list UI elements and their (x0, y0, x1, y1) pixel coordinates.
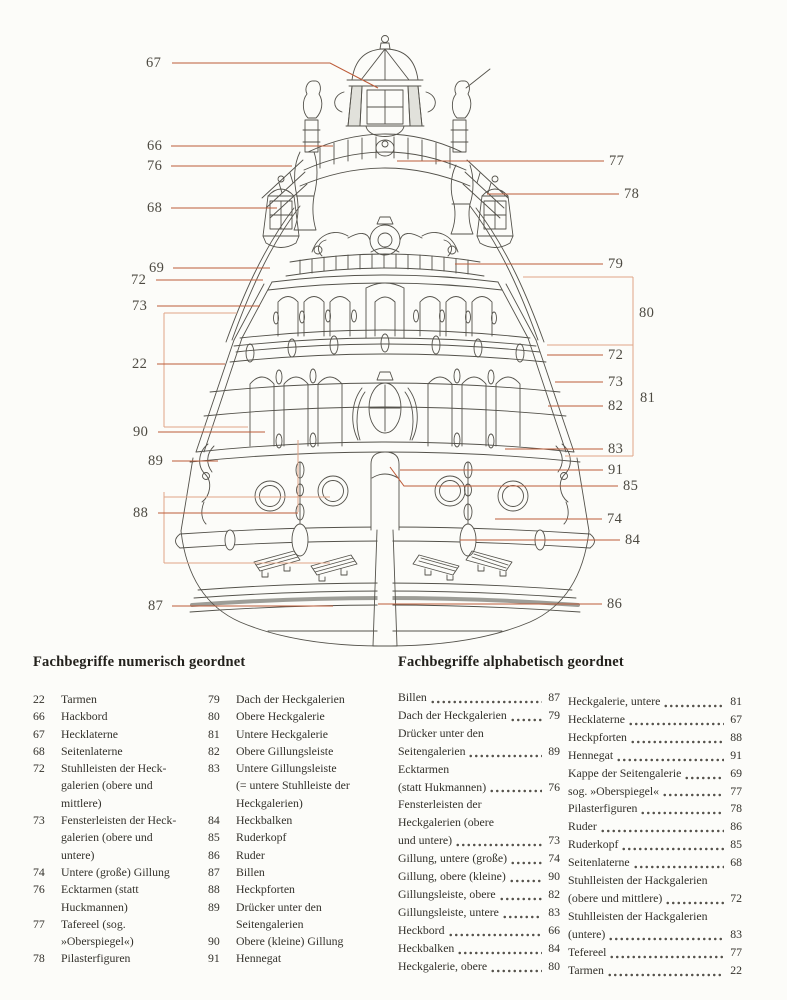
entry-term: Stuhlleisten der Heck- galerien (obere und mittlere) (61, 761, 167, 810)
dot-leader (448, 932, 542, 940)
entry-term: Billen (398, 690, 427, 704)
entry-term: Dach der Heckgalerien (236, 692, 345, 706)
entry-term: Obere Gillungsleiste (236, 743, 334, 758)
callout-73-right: 73 (608, 373, 624, 390)
alpha-entry-22 (568, 962, 742, 980)
alpha-entry-90 (398, 868, 560, 886)
entry-term: Ruderkopf (568, 837, 619, 852)
numeric-list-heading: Fachbegriffe numerisch geordnet (33, 654, 246, 670)
entry-number: 86 (208, 847, 220, 862)
entry-term: Dach der Heckgalerien (398, 707, 507, 722)
entry-term-line: Fensterleisten der (398, 797, 482, 812)
entry-number: 84 (548, 940, 560, 955)
alpha-entry-77 (568, 944, 742, 962)
dot-leader (457, 950, 542, 958)
entry-term: Obere Heckgalerie (236, 709, 325, 724)
alpha-entry-66 (398, 922, 560, 940)
dot-leader (665, 900, 724, 908)
entry-number: 85 (730, 837, 742, 852)
alpha-entry-87 (398, 689, 560, 707)
dot-leader (633, 864, 724, 872)
entry-term: Kappe der Seitengalerie (568, 765, 682, 780)
callout-88-left: 88 (133, 504, 149, 521)
entry-term: Heckbord (398, 922, 445, 937)
entry-term: Fensterleisten der Heck- galerien (obere und untere) (61, 813, 177, 862)
entry-number: 85 (208, 830, 220, 845)
crest-scrollwork (312, 217, 458, 256)
callout-69-left: 69 (149, 259, 165, 276)
alpha-entry-68 (568, 854, 742, 872)
callout-82-right: 82 (608, 397, 624, 414)
numeric-entry-84 (208, 812, 400, 829)
alpha-entry-79 (398, 707, 560, 725)
entry-term: Heckgalerie, untere (568, 694, 661, 708)
entry-number: 67 (730, 711, 742, 726)
entry-number: 86 (730, 819, 742, 834)
dot-leader (510, 860, 542, 868)
taffrail (300, 69, 490, 186)
alpha-entry-69 (568, 765, 742, 783)
rudder (371, 452, 399, 646)
alpha-list-col2 (568, 693, 742, 980)
entry-number: 83 (208, 761, 220, 776)
entry-number: 77 (730, 944, 742, 959)
entry-term: Billen (236, 864, 265, 879)
alpha-entry-88 (568, 729, 742, 747)
entry-number: 82 (548, 886, 560, 901)
dot-leader (628, 721, 724, 729)
callout-67-left: 67 (146, 54, 162, 71)
callout-80-right: 80 (639, 304, 655, 321)
entry-term: Heckpforten (236, 882, 295, 897)
entry-number: 80 (208, 709, 220, 724)
entry-number: 22 (730, 962, 742, 977)
entry-number: 89 (208, 899, 220, 914)
entry-number: 73 (33, 813, 45, 828)
lower-gallery (196, 338, 574, 452)
entry-number: 91 (208, 951, 220, 966)
entry-term: Hecklaterne (568, 711, 625, 726)
numeric-entry-83 (208, 760, 400, 812)
entry-term: Obere (kleine) Gillung (236, 934, 344, 949)
alpha-entry-72 (568, 872, 742, 908)
callout-78-right: 78 (624, 185, 640, 202)
entry-number: 69 (730, 765, 742, 780)
entry-number: 72 (730, 890, 742, 905)
entry-term: Gillung, obere (kleine) (398, 869, 506, 884)
callout-72-right: 72 (608, 346, 624, 363)
side-lanterns (263, 176, 513, 248)
callout-86-right: 86 (607, 595, 623, 612)
numeric-entry-76 (33, 881, 205, 916)
numeric-entry-67 (33, 726, 205, 743)
entry-term: Seitengalerien (398, 743, 466, 758)
alpha-entry-73 (398, 796, 560, 850)
entry-number: 89 (548, 743, 560, 758)
dot-leader (621, 846, 724, 854)
numeric-entry-80 (208, 708, 400, 725)
entry-number: 80 (548, 958, 560, 973)
dot-leader (502, 914, 542, 922)
alpha-entry-83 (568, 908, 742, 944)
entry-term: Tarmen (568, 962, 604, 977)
entry-number: 88 (730, 729, 742, 744)
entry-term-line: Drücker unter den (398, 725, 484, 740)
dot-leader (489, 788, 542, 796)
entry-term-line: Ecktarmen (398, 761, 450, 776)
alpha-entry-67 (568, 711, 742, 729)
alpha-entry-83 (398, 904, 560, 922)
entry-number: 66 (33, 709, 45, 724)
dot-leader (684, 775, 724, 783)
entry-term: Gillungsleiste, obere (398, 886, 496, 901)
entry-number: 87 (208, 864, 220, 879)
alpha-entry-82 (398, 886, 560, 904)
entry-number: 90 (548, 869, 560, 884)
callout-68-left: 68 (147, 199, 163, 216)
entry-term: Seitenlaterne (568, 855, 630, 870)
ship-engraving (176, 36, 595, 647)
alpha-entry-85 (568, 836, 742, 854)
numeric-entry-68 (33, 743, 205, 760)
callout-77-right: 77 (609, 152, 625, 169)
alpha-entry-77 (568, 783, 742, 801)
dot-leader (510, 717, 542, 725)
entry-term: (untere) (568, 926, 606, 941)
callout-85-right: 85 (623, 477, 639, 494)
entry-term: Tefereel (568, 944, 607, 959)
numeric-entry-86 (208, 847, 400, 864)
wing-rails-and-herms (262, 152, 508, 234)
callout-81-right: 81 (640, 389, 656, 406)
entry-term: Hackbord (61, 709, 108, 724)
entry-number: 73 (548, 833, 560, 848)
numeric-entry-77 (33, 916, 205, 951)
dot-leader (663, 703, 724, 711)
numeric-entry-81 (208, 726, 400, 743)
dot-leader (455, 842, 542, 850)
entry-number: 76 (548, 779, 560, 794)
numeric-list-col1 (33, 691, 205, 968)
entry-number: 66 (548, 922, 560, 937)
entry-number: 81 (730, 694, 742, 708)
callout-79-right: 79 (608, 255, 624, 272)
dot-leader (509, 878, 542, 886)
dot-leader (607, 972, 724, 980)
entry-number: 88 (208, 882, 220, 897)
callout-22-left: 22 (132, 355, 148, 372)
numeric-entry-72 (33, 760, 205, 812)
callout-89-left: 89 (148, 452, 164, 469)
numeric-entry-91 (208, 950, 400, 967)
numeric-list-col2 (208, 691, 400, 968)
entry-term: (statt Hukmannen) (398, 779, 487, 794)
entry-number: 68 (33, 743, 45, 758)
entry-term-line: Stuhlleisten der Hackgalerien (568, 873, 708, 888)
numeric-entry-66 (33, 708, 205, 725)
callout-83-right: 83 (608, 440, 624, 457)
entry-term-line: Heckgalerien (obere (398, 815, 494, 830)
dot-leader (609, 954, 724, 962)
callout-72-left: 72 (131, 271, 147, 288)
entry-number: 78 (33, 951, 45, 966)
entry-number: 87 (548, 690, 560, 704)
entry-term: Heckgalerie, obere (398, 958, 488, 973)
numeric-entry-22 (33, 691, 205, 708)
entry-term: Ruder (568, 819, 597, 834)
entry-number: 77 (33, 916, 45, 931)
alpha-entry-89 (398, 725, 560, 761)
entry-term: Untere (große) Gillung (61, 864, 170, 879)
callout-73-left: 73 (132, 297, 148, 314)
entry-number: 90 (208, 934, 220, 949)
entry-term: Gillung, untere (große) (398, 851, 508, 866)
entry-number: 76 (33, 882, 45, 897)
entry-term: Ruder (236, 847, 265, 862)
dot-leader (616, 757, 724, 765)
entry-number: 74 (548, 851, 560, 866)
callout-66-left: 66 (147, 137, 163, 154)
entry-term: Pilasterfiguren (61, 951, 131, 966)
entry-number: 78 (730, 801, 742, 816)
numeric-entry-73 (33, 812, 205, 864)
numeric-entry-74 (33, 864, 205, 881)
entry-number: 84 (208, 813, 220, 828)
alpha-entry-78 (568, 800, 742, 818)
entry-number: 77 (730, 783, 742, 798)
entry-term: Gillungsleiste, untere (398, 904, 499, 919)
entry-number: 91 (730, 747, 742, 762)
entry-term: sog. »Oberspiegel« (568, 783, 660, 798)
entry-term: und untere) (398, 833, 453, 848)
dot-leader (640, 810, 724, 818)
dot-leader (630, 739, 724, 747)
entry-term-line: Stuhlleisten der Hackgalerien (568, 908, 708, 923)
entry-number: 81 (208, 726, 220, 741)
alpha-entry-84 (398, 940, 560, 958)
numeric-entry-82 (208, 743, 400, 760)
dot-leader (430, 699, 542, 707)
entry-number: 83 (730, 926, 742, 941)
numeric-entry-87 (208, 864, 400, 881)
entry-term: Hennegat (568, 747, 614, 762)
entry-term: Heckbalken (398, 940, 455, 955)
entry-term: (obere und mittlere) (568, 890, 663, 905)
dot-leader (490, 968, 542, 976)
dot-leader (468, 753, 542, 761)
callout-84-right: 84 (625, 531, 641, 548)
entry-term: Seitenlaterne (61, 743, 123, 758)
entry-term: Heckbalken (236, 813, 293, 828)
entry-term: Ecktarmen (statt Huckmannen) (61, 882, 139, 914)
entry-term: Heckpforten (568, 729, 627, 744)
numeric-entry-78 (33, 950, 205, 967)
entry-term: Tarmen (61, 692, 97, 706)
dot-leader (608, 936, 724, 944)
entry-term: Untere Heckgalerie (236, 726, 329, 741)
balustrade (286, 248, 484, 276)
entry-term: Ruderkopf (236, 830, 287, 845)
numeric-entry-79 (208, 691, 400, 708)
callout-87-left: 87 (148, 597, 164, 614)
entry-number: 74 (33, 864, 45, 879)
alpha-entry-86 (568, 818, 742, 836)
entry-term: Untere Gillungsleiste (= untere Stuhlleiste der Heckgalerien) (236, 761, 350, 810)
dot-leader (662, 792, 724, 800)
alpha-entry-76 (398, 761, 560, 797)
alpha-entry-81 (568, 693, 742, 711)
upper-gallery (234, 275, 536, 346)
alpha-entry-80 (398, 958, 560, 976)
callout-74-right: 74 (607, 510, 623, 527)
numeric-entry-88 (208, 881, 400, 898)
numeric-entry-90 (208, 933, 400, 950)
entry-term: Hennegat (236, 951, 282, 966)
entry-number: 72 (33, 761, 45, 776)
entry-term: Pilasterfiguren (568, 801, 638, 816)
alpha-list-col1 (398, 689, 560, 976)
numeric-entry-85 (208, 829, 400, 846)
entry-number: 22 (33, 692, 45, 706)
numeric-entry-89 (208, 899, 400, 934)
dot-leader (600, 828, 724, 836)
entry-number: 83 (548, 904, 560, 919)
alpha-entry-74 (398, 850, 560, 868)
entry-term: Drücker unter den Seitengalerien (236, 899, 322, 931)
alpha-entry-91 (568, 747, 742, 765)
entry-number: 79 (548, 707, 560, 722)
callout-91-right: 91 (608, 461, 624, 478)
entry-number: 82 (208, 743, 220, 758)
entry-number: 68 (730, 855, 742, 870)
callout-76-left: 76 (147, 157, 163, 174)
entry-term: Hecklaterne (61, 726, 118, 741)
entry-number: 79 (208, 692, 220, 706)
entry-term: Tafereel (sog. »Oberspiegel«) (61, 916, 134, 949)
callout-90-left: 90 (133, 423, 149, 440)
dot-leader (499, 896, 542, 904)
alpha-list-heading: Fachbegriffe alphabetisch geordnet (398, 654, 624, 670)
stern-lantern (335, 36, 436, 148)
entry-number: 67 (33, 726, 45, 741)
